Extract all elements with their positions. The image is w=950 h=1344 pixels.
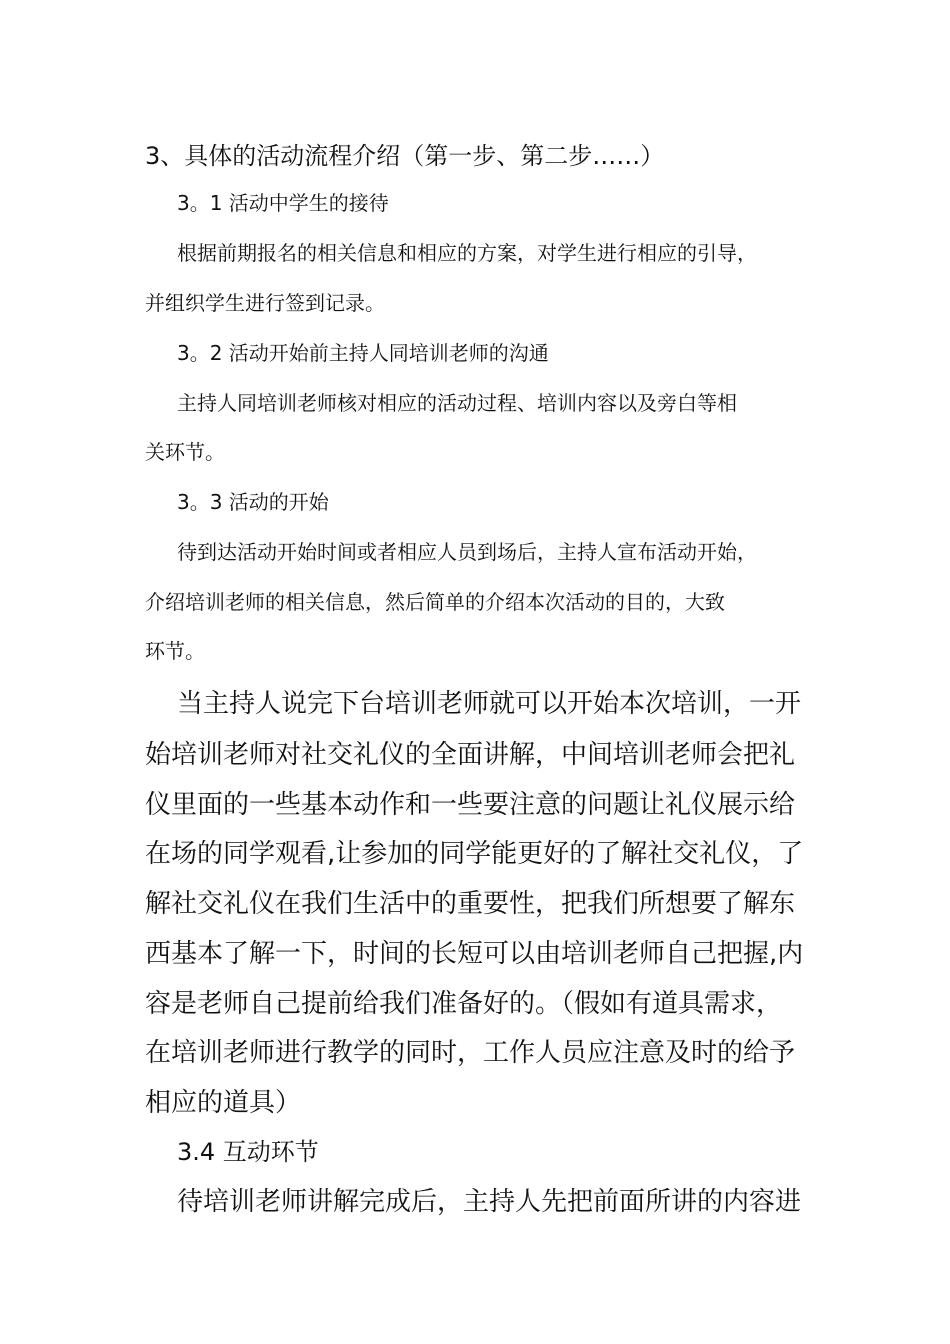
paragraph-line: 介绍培训老师的相关信息，然后简单的介绍本次活动的目的，大致 (145, 590, 725, 614)
subsection-title-3-3: 3。3 活动的开始 (177, 490, 329, 514)
paragraph-line-large: 在场的同学观看,让参加的同学能更好的了解社交礼仪，了 (145, 839, 804, 869)
paragraph-line-large: 解社交礼仪在我们生活中的重要性，把我们所想要了解东 (145, 889, 796, 919)
section-heading: 3、具体的活动流程介绍（第一步、第二步……） (145, 142, 665, 170)
paragraph-line: 并组织学生进行签到记录。 (145, 291, 385, 315)
paragraph-line: 待到达活动开始时间或者相应人员到场后，主持人宣布活动开始， (177, 540, 757, 564)
subsection-title-3-1: 3。1 活动中学生的接待 (177, 191, 389, 215)
paragraph-line-large: 当主持人说完下台培训老师就可以开始本次培训，一开 (177, 689, 802, 719)
paragraph-line-large: 待培训老师讲解完成后，主持人先把前面所讲的内容进 (177, 1187, 802, 1217)
paragraph-line-large: 在培训老师进行教学的同时，工作人员应注意及时的给予 (145, 1038, 796, 1068)
paragraph-line-large: 仪里面的一些基本动作和一些要注意的问题让礼仪展示给 (145, 790, 796, 820)
subsection-title-3-2: 3。2 活动开始前主持人同培训老师的沟通 (177, 341, 549, 365)
paragraph-line: 关环节。 (145, 440, 225, 464)
paragraph-line: 主持人同培训老师核对相应的活动过程、培训内容以及旁白等相 (177, 391, 737, 415)
paragraph-line-large: 西基本了解一下，时间的长短可以由培训老师自己把握,内 (145, 939, 804, 969)
paragraph-line-large: 容是老师自己提前给我们准备好的。（假如有道具需求， (145, 989, 783, 1019)
paragraph-line-large: 相应的道具） (145, 1088, 302, 1118)
paragraph-line: 根据前期报名的相关信息和相应的方案，对学生进行相应的引导， (177, 241, 757, 265)
subsection-title-3-4: 3.4 互动环节 (177, 1138, 319, 1166)
paragraph-line: 环节。 (145, 639, 205, 663)
paragraph-line-large: 始培训老师对社交礼仪的全面讲解，中间培训老师会把礼 (145, 740, 796, 770)
